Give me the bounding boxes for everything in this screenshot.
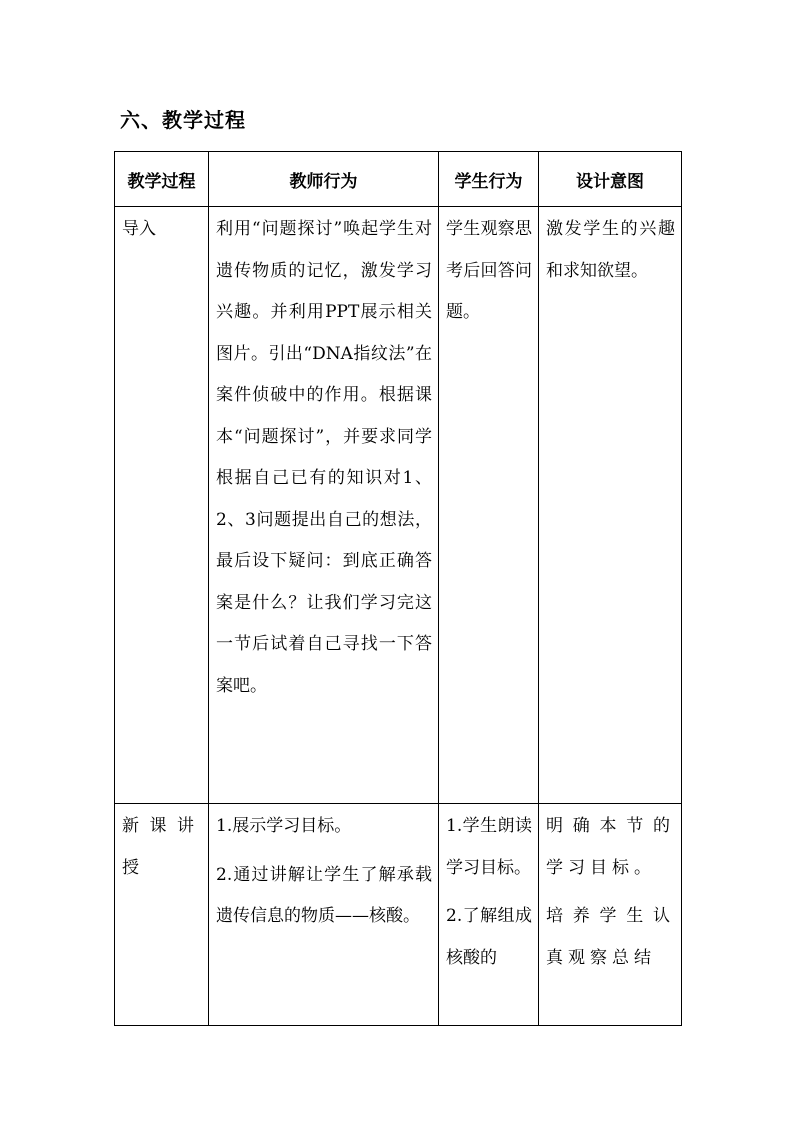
student-cell: 学生观察思考后回答问题。 bbox=[439, 207, 539, 804]
table-row-new-lesson bbox=[115, 804, 682, 1026]
teacher-cell: 利用“问题探讨”唤起学生对遗传物质的记忆，激发学习兴趣。并利用PPT展示相关图片。引出“DNA指纹法”在案件侦破中的作用。根据课本“问题探讨”，并要求同学根据自己已有的知识对1、2、3问题提出自己的想法，最后设下疑问：到底正确答案是什么？让我们学习完这一节后试着自己寻找一下答案吧。 bbox=[209, 207, 439, 804]
intent-cell: 明确本节的学习目标。 培养学生认真观察总结 bbox=[539, 804, 682, 1026]
table-row-intro bbox=[115, 207, 682, 804]
student-cell: 1.学生朗读学习目标。 2.了解组成核酸的 bbox=[439, 804, 539, 1026]
table-header-row bbox=[115, 152, 682, 207]
section-heading: 六、教学过程 bbox=[120, 108, 246, 132]
stage-cell: 新课讲授 bbox=[115, 804, 209, 1026]
teacher-cell: 1.展示学习目标。 2.通过讲解让学生了解承载遗传信息的物质——核酸。 bbox=[209, 804, 439, 1026]
teaching-process-table bbox=[114, 151, 682, 1026]
header-teacher: 教师行为 bbox=[209, 152, 439, 207]
stage-cell: 导入 bbox=[115, 207, 209, 804]
intent-cell: 激发学生的兴趣和求知欲望。 bbox=[539, 207, 682, 804]
header-intent: 设计意图 bbox=[539, 152, 682, 207]
header-student: 学生行为 bbox=[439, 152, 539, 207]
header-stage: 教学过程 bbox=[115, 152, 209, 207]
